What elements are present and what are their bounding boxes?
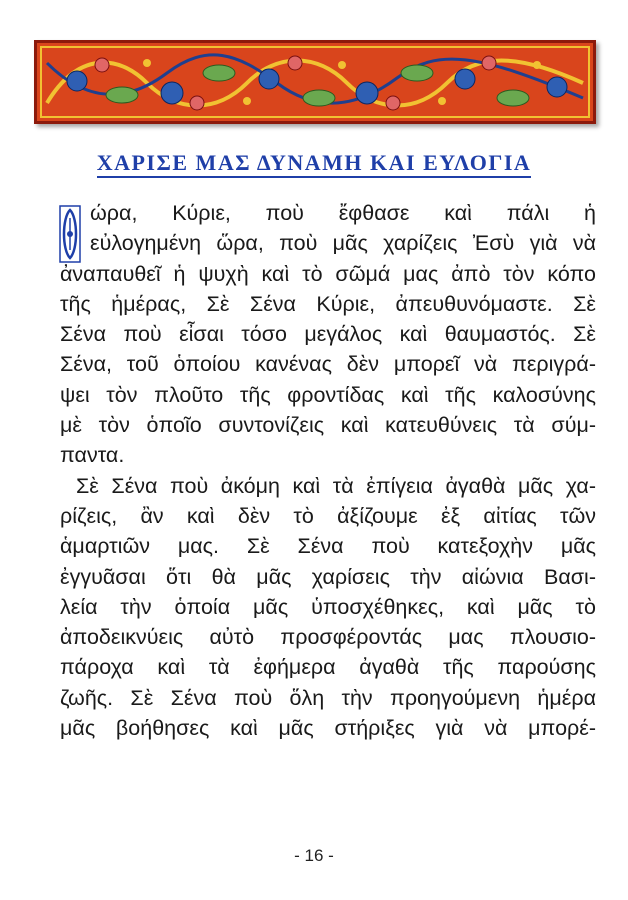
text-line: ἐγγυᾶσαι ὅτι θὰ μᾶς χαρίσεις τὴν αἰώνια Βασι- [60, 564, 596, 589]
text-line: μᾶς βοήθησες καὶ μᾶς στήριξες γιὰ νὰ μπορέ- [60, 716, 596, 741]
text-line: εὐλογημένη ὥρα, ποὺ μᾶς χαρίζεις Ἐσὺ γιὰ νὰ [90, 231, 596, 256]
text-line: ώρα, Κύριε, ποὺ ἔφθασε καὶ πάλι ἡ [90, 201, 596, 225]
text-line: μὲ τὸν ὁποῖο συντονίζεις καὶ κατευθύνεις τὰ σύμ- [60, 413, 596, 438]
text-line: πάροχα καὶ τὰ ἐφήμερα ἀγαθὰ τῆς παρούσης [60, 655, 596, 680]
text-line: Σὲ Σένα ποὺ ἀκόμη καὶ τὰ ἐπίγεια ἀγαθὰ μᾶς χα- [76, 473, 596, 498]
text-line: παντα. [60, 443, 125, 468]
text-line: ἁμαρτιῶν μας. Σὲ Σένα ποὺ κατεξοχὴν μᾶς [60, 534, 596, 559]
ornamental-banner [34, 40, 596, 124]
text-line: τῆς ἡμέρας, Σὲ Σένα Κύριε, ἀπευθυνόμαστε. Σὲ [60, 291, 596, 316]
text-line: ψει τὸν πλοῦτο τῆς φροντίδας καὶ τῆς καλοσύνης [60, 382, 596, 407]
text-line: ἀναπαυθεῖ ἡ ψυχὴ καὶ τὸ σῶμά μας ἀπὸ τὸν κόπο [60, 261, 596, 286]
text-line: λεία τὴν ὁποία μᾶς ὑποσχέθηκες, καὶ μᾶς τὸ [60, 594, 596, 619]
page-number: - 16 - [294, 846, 334, 865]
body-text [60, 198, 596, 743]
floral-ornament-icon [37, 43, 593, 121]
text-line: Σένα ποὺ εἶσαι τόσο μεγάλος καὶ θαυμαστός. Σὲ [60, 322, 596, 347]
text-line: ρίζεις, ἂν καὶ δὲν τὸ ἀξίζουμε ἐξ αἰτίας τῶν [60, 503, 596, 528]
text-line: Σένα, τοῦ ὁποίου κανένας δὲν μπορεῖ νὰ περιγρά- [60, 352, 596, 377]
text-line: ἀποδεικνύεις αὐτὸ προσφέροντάς μας πλουσιο- [60, 625, 596, 650]
page-title-text: ΧΑΡΙΣΕ ΜΑΣ ΔΥΝΑΜΗ ΚΑΙ ΕΥΛΟΓΙΑ [97, 150, 532, 178]
text-line: ζωῆς. Σὲ Σένα ποὺ ὅλη τὴν προηγούμενη ἡμέρα [60, 685, 596, 710]
page-title [0, 150, 628, 176]
